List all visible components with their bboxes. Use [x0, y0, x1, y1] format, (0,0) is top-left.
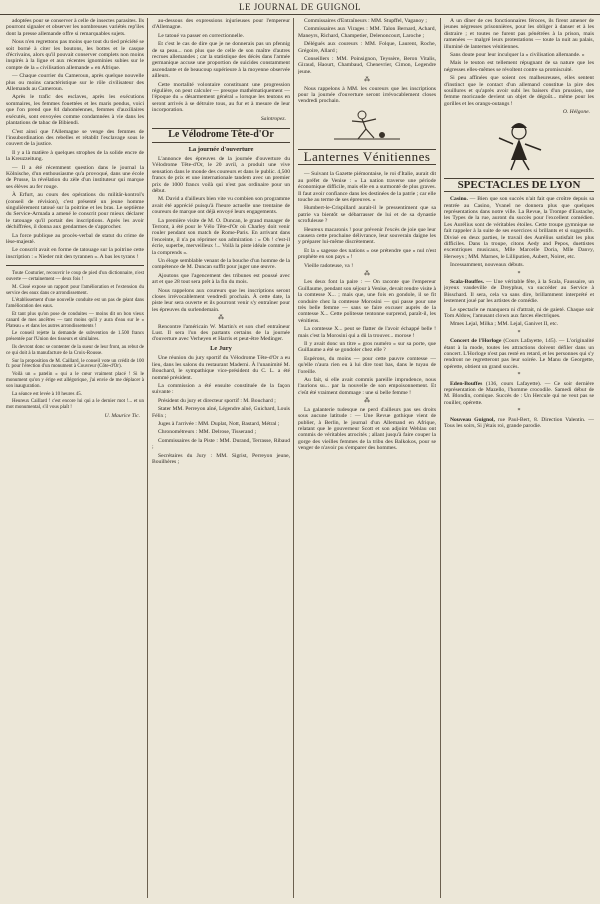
jury-line: Président du jury et directeur sportif : M. Bouchard ; [158, 397, 276, 404]
venue-name: Nouveau Guignol, [450, 416, 495, 423]
venue-name: Concert de l'Horloge [450, 338, 502, 345]
section-title-lanternes: Lanternes Vénitiennes [298, 149, 436, 165]
venue-name: Casino. [450, 196, 468, 203]
paragraph: Il y avait donc un titre « gros numéro » sur sa porte, que Guillaume a été se gondoler chez elle ? [298, 341, 436, 354]
paragraph: C'est ainsi que l'Allemagne se venge des femmes de l'insubordination des rebelles et rétablit l'esclavage sous le couvert de la justice. [6, 128, 144, 148]
column-rule [440, 18, 441, 898]
jury-line: Commissaires de la Piste : MM. Durand, Terrasse, Ribaud ; [152, 437, 290, 451]
paragraph: La comtesse X... peut se flatter de l'avoir échappé belle ! mais c'est la Morosini qui a dû la trouver... morose ! [298, 326, 436, 339]
subheading: Le Jury [210, 344, 232, 352]
paragraph: Le conscrit avait en forme de tatouage sur la poitrine cette inscription : « Nieder mit den tyrannen ». A bas les tyrans ! [6, 247, 144, 260]
paragraph: — Suivant la Gazette piémontaise, le roi d'Italie, aurait dit au préfet de Venise : « La nation traverse une période économique difficile, mais elle en a surmonté de plus graves. Il faut avoir confiance dans les destinées de la patrie ; car elle touche au terme de ses épreuves. » [298, 171, 436, 203]
venue-text: (136, cours Lafayette). — Ce soir dernière représentation de Mazello, l'homme crocodile. Samedi début de M. Blondin, comique. Succès de : Un Hercule qui ne veut pas se rouiller, opérette. [444, 380, 594, 406]
separator-stars: * [517, 408, 521, 415]
paragraph: Incessamment, nouveaux débuts. [450, 262, 524, 269]
column-rule [147, 18, 148, 898]
signature: O. Hélgone. [562, 109, 590, 116]
column-4 [444, 18, 594, 898]
divider [6, 265, 144, 266]
paragraph: Si peu affinées que soient ces malheureuses, elles sentent d'instinct que le contact d'un allemand constitue la pire des souillures et qu'après avoir subi les baisers d'un prussien, une femme moricaude devient un objet de dégoût... même pour les gorilles et les orangs-outangs ! [444, 75, 594, 107]
paragraph: Voilà un « patelin » qui a le cœur vraiment placé ! Si le monument qu'on y érige est allégorique, j'ai envie de me déplacer à son inauguration. [6, 372, 144, 389]
jury-line: Conseillers : MM. Poinsignon, Teyssère, Beron Vitalis, Giraud, Haourt, Chambaud, Chenevrier, Cimon, Legendre jeune. [298, 56, 436, 75]
paragraph: Nous rappelons aux coureurs que les inscriptions seront closes irrévocablement vendredi prochain. À cette date, la piste leur sera ouverte et ils pourront venir s'y entraîner pour les épreuves du surlendemain. [152, 287, 290, 313]
paragraph: Toute Couturier, recouvrir le coup de pied d'un dictionnaire, n'est ouverte — certainement — deux fois ! [6, 271, 144, 283]
paragraph: Les deux font la paire : — On raconte que l'empereur Guillaume, pendant son séjour à Venise, devait rendre visite à la comtesse X... ; mais que, une fois en gondole, il se fit conduire chez la comtesse Morosini — qui passe pour une très belle femme — sans se faire excuser auprès de la comtesse X... Cette politesse tentonne surprend, paraît-il, les vénitiens. [298, 279, 436, 324]
paragraph: Le conseil rejette la demande de subvention de 1.500 francs présentée par l'Union des tisseurs et similaires. [6, 331, 144, 343]
jury-line: Secrétaires du Jury : MM. Sigrist, Perreyon jeune, Bouilhères ; [152, 452, 290, 465]
section-title-spectacles: SPECTACLES DE LYON [444, 178, 594, 192]
paragraph: — Chaque courrier du Cameroun, après quelque nouvelle plus ou moins caractéristique sur le rôle civilisateur des Allemands au Cameroun. [6, 73, 144, 93]
paragraph: L'annonce des épreuves de la journée d'ouverture du Vélodrome Tête-d'Or, le 20 avril, a produit une vive sensation dans le monde des coureurs et dans le public. 4,500 francs de prix et une internationale tandem avec un premier prix de 1000 francs voilà qui n'est pas ordinaire pour un début. [152, 155, 290, 194]
paragraph: Une réunion du jury sportif du Vélodrome Tête-d'Or a eu lieu, dans les salons du restaurant Maderni. À l'unanimité M. Bouchard, le sympathique vice-président du C. L. a été nommé président. [152, 355, 290, 381]
paragraph: Après le trafic des esclaves, après les exécutions sommaires, les femmes fouettées et les maris pendus, voici que l'on prend que 84 dahoméennes, femmes d'auxiliaires exécutés, sont envoyées comme condamnées à vie dans les plantations de tabac de Bibiendi. [6, 94, 144, 127]
paragraph: Ils devront donc se contenter de la sueur de leur front, au rebut de ce qui doit à la manufacture de la Croix-Rousse. [6, 344, 144, 356]
paragraph: Mmes Lejal, Milka ; MM. Lejal, Ganivet II, etc. [450, 321, 558, 328]
paragraph: Nous rappelons à MM. les coureurs que les inscriptions pour la journée d'ouverture seront irrévocablement closes vendredi prochain. [298, 85, 436, 105]
paragraph: La force publique au procès-verbal de statut du crime de lèse-majesté. [6, 232, 144, 245]
paragraph: Mais le teuton est tellement répugnant de sa nature que les négresses elles-mêmes se révoltent contre sa promiscuité. [444, 60, 594, 73]
separator-stars: * [517, 270, 521, 277]
signature: U. Maurice Tic. [104, 412, 140, 419]
paragraph: adoptées pour se conserver à celle de insectes parasites. Ils pourront signaler et observer les nombreuses variétés rep'iles dont la presse allemande offre si remarquables sujets. [6, 18, 144, 37]
paragraph: Et la « sagesse des nations » ose prétendre que « nul n'est prophète en son pays » ! [298, 247, 436, 261]
masthead: LE JOURNAL DE GUIGNOL [0, 0, 600, 15]
separator-stars: * [517, 372, 521, 379]
venue-text: — Une véritable fête, à la Scala, Faussaire, un joyeux vaudeville de Dreyphus, va succéder au Service à Bisschard. Il sera, cela va sans dire, brillamment interprété et lestement joué par les artistes de comédie. [444, 278, 594, 305]
guignol-figure-illustration [489, 120, 549, 172]
paragraph: Heureux Caillard ! c'est encore lui qui a le dernier mot !... et un mot monumental, s'il vous plaît ! [6, 399, 144, 411]
section-title-velodrome: Le Vélodrome Tête-d'Or [152, 128, 290, 142]
separator-stars: ⁂ [364, 398, 370, 405]
column-2 [152, 18, 290, 898]
paragraph: Ajoutons que l'agencement des tribunes est poussé avec art et que 28 tout sera prêt à la fin du mois. [152, 272, 290, 286]
jury-line: Délégués aux coureurs : MM. Folque, Laurent, Roche, Grégoire, Allard ; [298, 41, 436, 54]
venue-name: Eden-Bouffes [450, 380, 483, 387]
separator-stars: ⁂ [364, 77, 370, 84]
paragraph: La séance est levée à 10 heures 45. [12, 391, 82, 397]
sporting-figure-illustration [332, 109, 402, 143]
separator-stars: * [517, 329, 521, 336]
jury-line: Commissaires d'Entraîneurs : MM. Stupffel, Vaganoy ; [304, 18, 427, 24]
paragraph: La première visite de M. O. Duncan, le grand manager de Terront, à été pour le Vélo Tête-d'Or où Charley doit venir rouler pendant son match de Rome-Paris. En arrivant dans l'enceinte, il n'a pu réprimer son admiration : « Oh ! c'est-il écrie, superbe, merveilleux !... Voilà la piste idéale comme je la comprends ». [152, 217, 290, 256]
paragraph: Le tatoué va passer en correctionnelle. [158, 32, 245, 39]
paragraph: À un dîner de ces fonctionnaires féroces, ils firent amener de jeunes négresses prisonnières, pour les obliger à danser et à les distraire ; et toutes ne furent pas pénétrées à la prison, mais ramenées — malgré leurs protestations — toute la nuit au palais, illuminé de lanternes vénitiennes. [444, 18, 594, 50]
separator-stars: ⁂ [218, 315, 224, 322]
column-3 [298, 18, 436, 898]
separator-stars: ⁂ [364, 270, 370, 277]
column-1 [6, 18, 144, 898]
venue-name: Scala-Bouffes. [450, 278, 485, 285]
paragraph: Le spectacle ne manquera ni d'attrait, ni de gaieté. Chaque soir Tom Aldow, l'amusant clown aux farces électriques. [444, 306, 594, 319]
venue-text: rue Paul-Bert, 8. Direction Valentin. — Tous les soirs, Si j'étais roi, grande parodie. [444, 416, 594, 430]
paragraph: Vieille radoteuse, va ! [304, 262, 354, 269]
signature: Saintropez. [260, 115, 286, 122]
subheading: La journée d'ouverture [188, 145, 254, 153]
paragraph: Nous n'en regrettons pas moins que tout du tied préciété se soit borné à citer les boutons, les bottes et le casque d'écrivains, alors qu'il pouvait conserver complets non moins inspirés à la ligue et aux récentes ignominies subies sur le compte de la « civilisation allemande » en Afrique. [6, 39, 144, 71]
paragraph: Rencontre l'américain W. Martin's et son chef entraîneur Lust. Il sera l'un des partants certains de la journée d'ouverture avec Verheyen et Harris et peut-être Medinger. [152, 323, 290, 343]
paragraph: Et c'est le cas de dire que je ne donnerais pas un pfennig de sa peau... non plus que de celle de son maître d'autres recrues allemandes ; car la statistique des décès dans l'armée germanique accuse une proportion de suicides constamment ascendante et de beaucoup supérieure à la moyenne observée ailleurs. [152, 41, 290, 80]
jury-line: Stater MM. Perreyon aîné, Légendre aîné, Guichard, Louis Félix ; [152, 406, 290, 419]
paragraph: au-dessous des expressions injurieuses pour l'empereur d'Allemagne. [152, 18, 290, 31]
paragraph: L'établissement d'une nouvelle conduite est un pas de géant dans l'amélioration des eaux. [6, 298, 144, 310]
paragraph: Au fait, si elle avait commis pareille imprudence, nous l'aurions su... par la nouvelle de son empoisonnement. Et c'eût été vraiment dommage : une si belle femme ! [298, 377, 436, 396]
paragraph: La galanterie tudesque ne perd d'ailleurs pas ses droits sous aucune latitude : — Une Revue gothique vient de publier, à Berlin, le journal d'un Allemand en Afrique, relatant que le gouverneur Scott et son adjoint Wehlau ont commis de véritables atrocités ; allant jusqu'à faire couper la gorge des vieilles femmes de la tribu des Balkokos, pour se venger de n'avoir pu s'emparer des hommes. [298, 406, 436, 452]
jury-line: Juges à l'arrivée : MM. Duplat, Nott, Bastard, Métral ; [158, 420, 280, 427]
jury-line: Commissaires aux Virages : MM. Talon Bernard, Achard, Maneyrs, Richard, Champetier, Delenoncourt, Laroche ; [298, 26, 436, 39]
paragraph: Heureux macaronis ! pour prévenir l'excès de joie que leur causera cette prochaine délivrance, leur souverain daigne les y préparer lui-même discrètement. [298, 226, 436, 246]
paragraph: Cette mortalité volontaire constituant une progression régulière, on peut calculer — presque mathématiquement — l'époque du « désarmement général » lorsque les teutons en seront arrivés à se détruire tous, au fur et à mesure de leur incorporation. [152, 81, 290, 114]
paragraph: Il y a là matière à quelques strophes de la solide encre de la Kreuzzeitung. [6, 149, 144, 163]
paragraph: — Il a été récemment question dans le journal la Kölnische, d'un enthousiasme qu'a provoqué, dans une école de Prusse, la révélation du zèle d'un instituteur qui marque ses élèves au fer rouge. [6, 164, 144, 190]
jury-line: Chronométreurs : MM. Delrose, Tisserand ; [158, 429, 257, 436]
paragraph: M. David a d'ailleurs bien vite vu combien son programme avait été apprécié puisqu'à l'heure actuelle une trentaine de coureurs de marque ont déjà envoyé leurs engagements. [152, 196, 290, 216]
paragraph: La commission a été ensuite constituée de la façon suivante : [152, 382, 290, 396]
column-rule [293, 18, 294, 898]
paragraph: Espérons, du moins — pour cette pauvre comtesse — qu'elle n'aura rien eu à lui dire tout bas, dans le tuyau de l'oreille. [298, 355, 436, 375]
paragraph: Sans doute pour leur inculquer la « civilisation allemande. » [450, 52, 585, 59]
venue-text: (Cours Lafayette, 145). — L'originalité étant à la mode, toutes les attractions doivent défiler dans un concert. L'Horloge n'est pas resté en retard, et les personnes qui s'y rendront ne regretteront pas leur soirée. Le Manu de Georgette, opérette, obtient un grand succès. [444, 338, 594, 370]
paragraph: Et tant plus qu'on pose de conduites — moins dit on bon vieux canard de mes ancêtres — tant moins qu'il y aura d'eau sur le « Plateau » et dans les autres arrondissements ! [6, 312, 144, 329]
paragraph: M. Cissé expose un rapport pour l'amélioration et l'extension du service des eaux dans ce arrondissement. [6, 284, 144, 296]
paragraph: Sur la proposition de M. Caillard, le conseil vote un crédit de 100 fr. pour l'érection d'un monument à Couvreur (Côte-d'Or). [6, 358, 144, 370]
paragraph: Un éloge semblable venant de la bouche d'un homme de la compétence de M. Duncan suffit pour juger une œuvre. [152, 258, 290, 271]
venue-text: — Bien que son succès n'ait fait que croître depuis sa rentrée au Casino, Yvanel ne donnera plus que quelques représentations dans notre ville. La Revue, la Trompe d'Eustache, les Types de la rue, auront du succès pour l'excellent comédien. Les Aurélius sont de véritables étoiles. Cette troupe gymnique se fait rappeler à la suite de ses exercices si brillants et si suggestifs. Divisé en deux parties, le travail des Aurélius satisfait les plus difficiles. Dans la troupe, citons Aedy and Pepos, duettistes excentriques musicaux, Mlle Marcelle Doria, Mlle Danvy, Herweys ; MM. Marnes, le Lilliputien, Aubert, Noiret, etc. [444, 196, 594, 260]
paragraph: À Erfurt, au cours des opérations du militär-kontrol's (conseil de révision), c'est présenté un jeune homme singulièrement tatoué sur la poitrine et les bras. Le septième du Service-Armada a amené le conscrit pour mieux déclarer le tatouage qu'il portait des inscriptions. Après les avoir déchiffrées, il donna aux gendarmes de s'approcher. [6, 192, 144, 231]
paragraph: Humbert-le-Crispillard aurait-il le pressentiment que sa patrie va bientôt se débarrasser de lui et de sa dynastie scrofuleuse ? [298, 205, 436, 225]
